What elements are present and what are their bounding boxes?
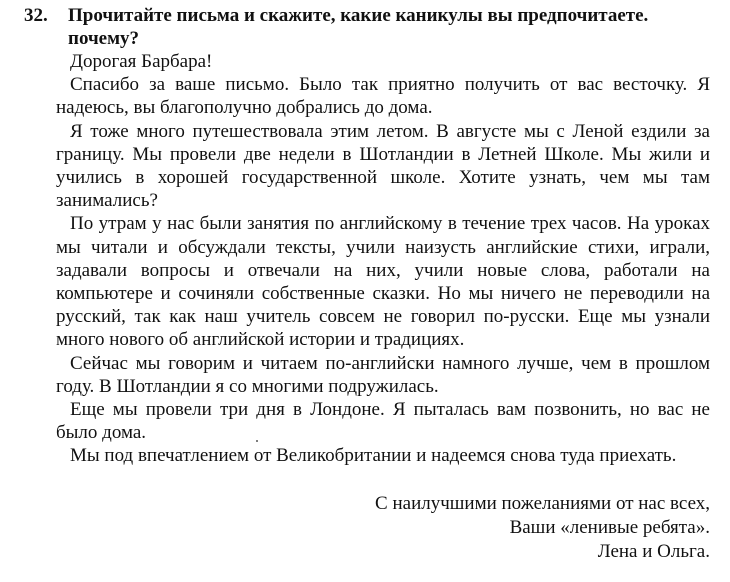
letter-paragraph-5: Еще мы провели три дня в Лондоне. Я пыталась вам позвонить, но вас не было дома. [56,399,710,444]
letter-paragraph-6: Мы под впечатлением от Великобритании и надеемся снова туда приехать. [70,445,677,467]
letter-paragraph-1: Спасибо за ваше письмо. Было так приятно получить от вас весточку. Я надеюсь, вы благополучно добрались до дома. [56,74,710,119]
closing-line-signatures: Лена и Ольга. [597,541,710,562]
print-speck [256,440,258,442]
exercise-heading [24,4,714,50]
exercise-title: Прочитайте письма и скажите, какие каникулы вы предпочитаете. почему? [68,5,649,49]
letter-greeting: Дорогая Барбара! [70,51,213,72]
letter-body [56,50,710,468]
closing-line-signoff: Ваши «ленивые ребята». [509,517,710,538]
letter-paragraph-3: По утрам у нас были занятия по английскому в течение трех часов. На уроках мы читали и обсуждали тексты, учили наизусть английские стихи, играли, задавали вопросы и отвечали на них, учили новые слова, работали на компьютере и сочиняли собственные сказки. Но мы ничего не переводили на русский, так как наш учитель совсем не говорил по-русски. Еще мы узнали много нового об английской истории и традициях. [56,213,710,351]
letter-closing [375,492,710,564]
letter-paragraph-2: Я тоже много путешествовала этим летом. В августе мы с Леной ездили за границу. Мы провели две недели в Шотландии в Летней Школе. Мы жили и учились в хорошей государственной школе. Хотите узнать, чем мы там занимались? [56,120,710,212]
exercise-number: 32. [24,5,48,26]
letter-paragraph-4: Сейчас мы говорим и читаем по-английски намного лучше, чем в прошлом году. В Шотландии я со многими подружилась. [56,352,710,397]
closing-line-wishes: С наилучшими пожеланиями от нас всех, [375,493,710,514]
